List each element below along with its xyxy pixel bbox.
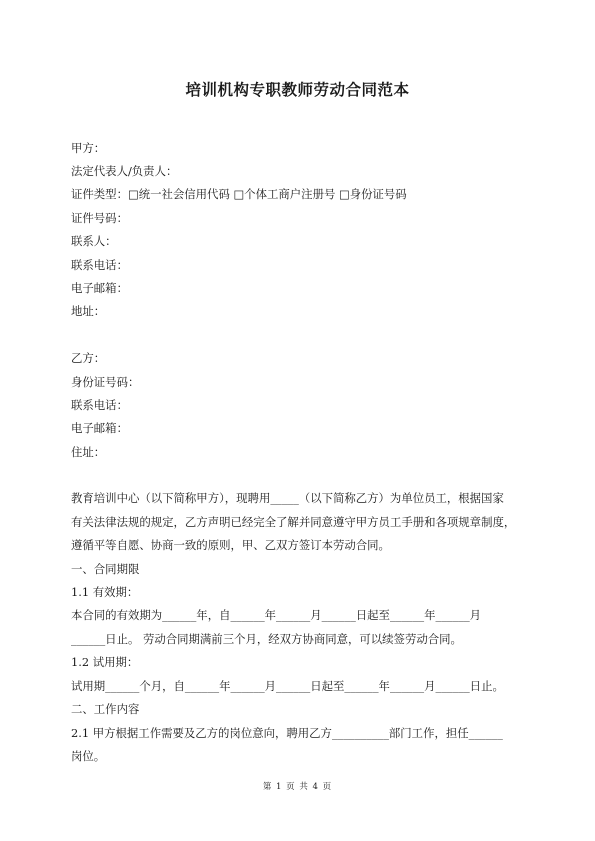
party-a-email: 电子邮箱： <box>71 281 128 295</box>
section1-sub2-line: 试用期______个月，自______年______月______日起至______年______月______日止。 <box>71 679 504 693</box>
document-title: 培训机构专职教师劳动合同范本 <box>185 81 410 99</box>
intro-line: 教育培训中心（以下简称甲方），现聘用_____（以下简称乙方）为单位员工，根据国家 <box>71 491 504 505</box>
party-b-id-number: 身份证号码： <box>71 375 140 389</box>
party-b-label: 乙方： <box>71 351 106 365</box>
party-a-id-number: 证件号码： <box>71 211 128 225</box>
party-a-contact: 联系人： <box>71 234 117 248</box>
section1-sub1-heading: 1.1 有效期： <box>71 585 139 599</box>
section2-sub1-line: 岗位。 <box>71 749 106 763</box>
party-a-label: 甲方： <box>71 141 106 155</box>
party-b-phone: 联系电话： <box>71 398 128 412</box>
party-b-email: 电子邮箱： <box>71 421 128 435</box>
section1-sub1-line: ______日止。 劳动合同期满前三个月，经双方协商同意，可以续签劳动合同。 <box>71 632 462 646</box>
intro-line: 遵循平等自愿、协商一致的原则，甲、乙双方签订本劳动合同。 <box>71 538 390 552</box>
party-a-phone: 联系电话： <box>71 258 128 272</box>
intro-line: 有关法律法规的规定，乙方声明已经完全了解并同意遵守甲方员工手册和各项规章制度， <box>71 515 516 529</box>
page-footer: 第 1 页 共 4 页 <box>262 782 333 792</box>
section1-sub1-line: 本合同的有效期为______年，自______年______月______日起至______年______月 <box>71 608 482 622</box>
section1-heading: 一、合同期限 <box>71 562 140 576</box>
section2-heading: 二、工作内容 <box>71 702 140 716</box>
party-a-representative: 法定代表人/负责人： <box>71 164 178 178</box>
section1-sub2-heading: 1.2 试用期： <box>71 655 139 669</box>
party-a-address: 地址： <box>71 304 106 318</box>
party-b-address: 住址： <box>71 445 106 459</box>
section2-sub1-line: 2.1 甲方根据工作需要及乙方的岗位意向，聘用乙方__________部门工作，担任______ <box>71 726 503 740</box>
party-a-id-type: 证件类型：□统一社会信用代码 □个体工商户注册号 □身份证号码 <box>71 187 407 201</box>
